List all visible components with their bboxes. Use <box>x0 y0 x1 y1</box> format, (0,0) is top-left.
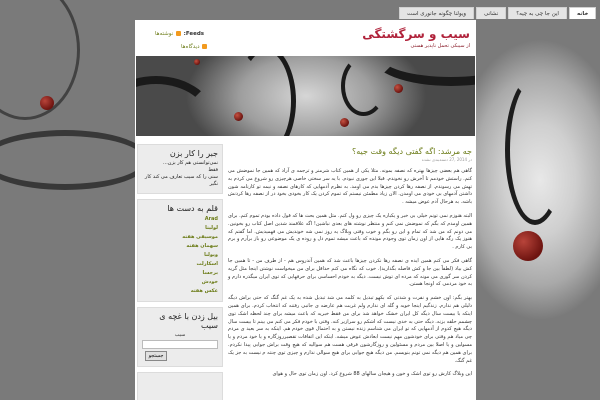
comments-feed <box>181 44 208 50</box>
blogroll-link[interactable]: موسیقی هفته <box>182 234 218 240</box>
search-label: سیب <box>174 332 186 338</box>
blogroll-link[interactable]: ویولنا <box>204 252 218 258</box>
blogroll-widget <box>137 199 223 302</box>
sidebar <box>137 144 223 400</box>
feeds-label: Feeds: <box>183 31 205 37</box>
post-title[interactable]: جه مرشد: اگه گفتی دیگه وقت جیه؟ <box>352 147 472 156</box>
main-content <box>228 144 472 379</box>
post-paragraph: این وبلاگ کارش رو توی اشک و خون و هیجان سالهای 88 شروع کرد. اون زمان توی حال و هوای <box>272 371 472 378</box>
banner-branch <box>236 56 296 136</box>
post-meta: در 2014 ,27 دسته‌بندی نشده <box>421 157 472 162</box>
page-container <box>135 11 589 400</box>
banner-apple <box>340 118 349 127</box>
background-apple <box>513 231 543 261</box>
blogroll-link[interactable]: Arad <box>204 216 218 222</box>
about-line: سنی را که سیب تعارف می کند کار نگیر <box>144 174 218 187</box>
comments-feed-link[interactable]: دیدگاه‌ها <box>181 44 200 50</box>
feeds-bar <box>155 31 204 37</box>
blogroll-title: قلم به دست ها <box>167 204 218 213</box>
banner-apple <box>194 59 200 65</box>
post-paragraph: البته هنوزم نمی تونم خیلی بی خبر و یکباره یک چیزی رو ول کنم. مثل همین بحث ها که قول داده بودم تموم کنم. برای همین اومدم که بگم که نموضش نمی کنم و منتظر نوشته های بعدی نباشین! اگه علاقمند شدین اصل کتاب رو بخونین. می دونم که من شد که تمام و این رو بگم و خوب وقتی وبلاگ یه روز نمی شه خوندیش می فهمیدیش. اما گفتم که هنوز یک رگه هایی از اون زمان توی وجودم مونده که باعث میشه تموم دل و روده ی یک موضوعی رو باز برآرم و برم بی کارم . <box>228 212 472 251</box>
header-banner-image <box>136 56 475 136</box>
blogroll-link[interactable]: برجسا <box>202 270 218 276</box>
post-paragraph: گاهی فکر می کنم همین ایده ی نصفه رها نکردن چیزها باعث شد که همین آندروس هم - از طرف من - تا همین جا کش بیاد (لطفاً بین جا و کش فاصله بگذارید). خوب که نگاه می کنم حداقل برای من میخواست نوشتن اینجا مثل گریه کردن سر گوری می مونه که مرده ای توش نیست. دیگه به خودم احساسی برای حرفهایی که توی ایران میگذره دارم و به خود مردمی که اونجا هستن. <box>228 257 472 288</box>
rss-icon <box>176 31 181 36</box>
blogroll-link[interactable]: عکس هفته <box>190 288 218 294</box>
tab-violna[interactable]: ویولنا چگونه جانوری است <box>399 7 474 19</box>
banner-apple <box>234 112 243 121</box>
post-paragraph: گاهی هم بعضی چیزها بهتره که نصفه بمونه. مثلا یکی از همین کتاب شرمنر و ترجمه ی آراد که همین جا نموضش می کنم. راستش خودمم تا آخرش رو نخوندم. قبلا این جوری نبودم. با یه سر سختی خاصی هرچیزی رو شروع می کردم به تهش می رسوندم. از نصفه رها کردن چیزها بدم می اومد. به نظرم آدمهایی که کارهای نصفه و نیمه تو کارنامه شون داشتن آدمهای بی خودی می اومدن. الان زیاد مطمئن نیستم که تموم کردن یک کار بخودی بخود در از نصفه رها کردنش باشه. به هرحال آدم عوض میشه . <box>228 168 472 206</box>
background-branch <box>505 75 565 225</box>
search-button[interactable]: جستجو <box>145 351 167 361</box>
blog-title[interactable]: سیب و سرگشتگی <box>362 27 470 41</box>
post-paragraph: بهتر بگم: اون خشم و نفرت و شدتی که بکهو تبدیل به کلمه می شد تبدیل شده به یک غم گنگ که حتی براش دیگه دلیلی هم ندارم. زندگیم اینجا خوبه و گله ای ندارم ولم غربت هم عارضه ی جانبی رفتنه که انتخاب کردم. برای همین اینکه با بیست سال دیگه کل ایران خشک خواهد شد برای من فقط خبریه که باعث میشه برای چند لحظه اشک توی چشمم حلقه بزنه. دیگه حتی به خدی نیست که اشکم رو سرازیر کنه. وقتی با خودم فکر می کنم می بینم تا بیست سال دیگه هیچ کدوم از آدمهایی که تو ایران می شناسم زنده نیستن و به احتمال قوی خودم هم. اینکه به سر بعید ی مردم چی میاد هم وقتی برای خودشون مهم نیست ابعادش عوض میشه. اینکه این اتفاقات تقصیرروزگاره و یا خود مردم و یا مسولین و یا اصلا بین مردم و مسئولین و روزگارشون فرقی هست هم سوالیه که هیچ وقت براش جوابی پیدا نکردم. برای همین هم دیگه نمی تونم بنویسم. من دیگه هیچ جوابی برای هیچ سوالی ندارم و چیزی توی چنته م نیست به جز یک غم گنگ. <box>228 295 472 364</box>
banner-branch <box>371 56 475 86</box>
blog-header <box>135 20 476 56</box>
about-widget <box>137 144 223 194</box>
empty-widget <box>137 372 223 400</box>
banner-apple <box>394 84 403 93</box>
blogroll-link[interactable]: لولیتا <box>205 225 218 231</box>
search-input[interactable] <box>142 340 218 349</box>
search-widget-title: بیل زدن با غچه ی سیب <box>159 312 218 330</box>
about-line: نمی‌توانستی هم کار بزن... <box>163 160 218 166</box>
rss-icon <box>202 44 207 49</box>
blogroll-link[interactable]: سهمان هفته <box>186 243 218 249</box>
post-body <box>228 168 472 379</box>
tab-about[interactable]: این جا چی به چیه؟ <box>508 7 567 19</box>
tab-address[interactable]: نشانی <box>476 7 506 19</box>
about-widget-title: جبر را کار بزن <box>169 149 218 158</box>
blogroll-list <box>142 215 218 296</box>
background-branch <box>0 130 150 190</box>
posts-feed-link[interactable]: نوشته‌ها <box>155 31 174 37</box>
blogroll-link[interactable]: خودش <box>201 279 218 285</box>
tab-home[interactable]: خانه <box>569 7 596 19</box>
banner-branch <box>136 76 216 136</box>
search-widget <box>137 307 223 367</box>
about-line: فقط <box>208 167 218 173</box>
blog-description: از سیبکی تحمل ناپذیر هستی <box>410 43 470 49</box>
background-apple <box>40 96 54 110</box>
nav-tabs <box>399 7 596 20</box>
blogroll-link[interactable]: اسکارلت <box>196 261 218 267</box>
